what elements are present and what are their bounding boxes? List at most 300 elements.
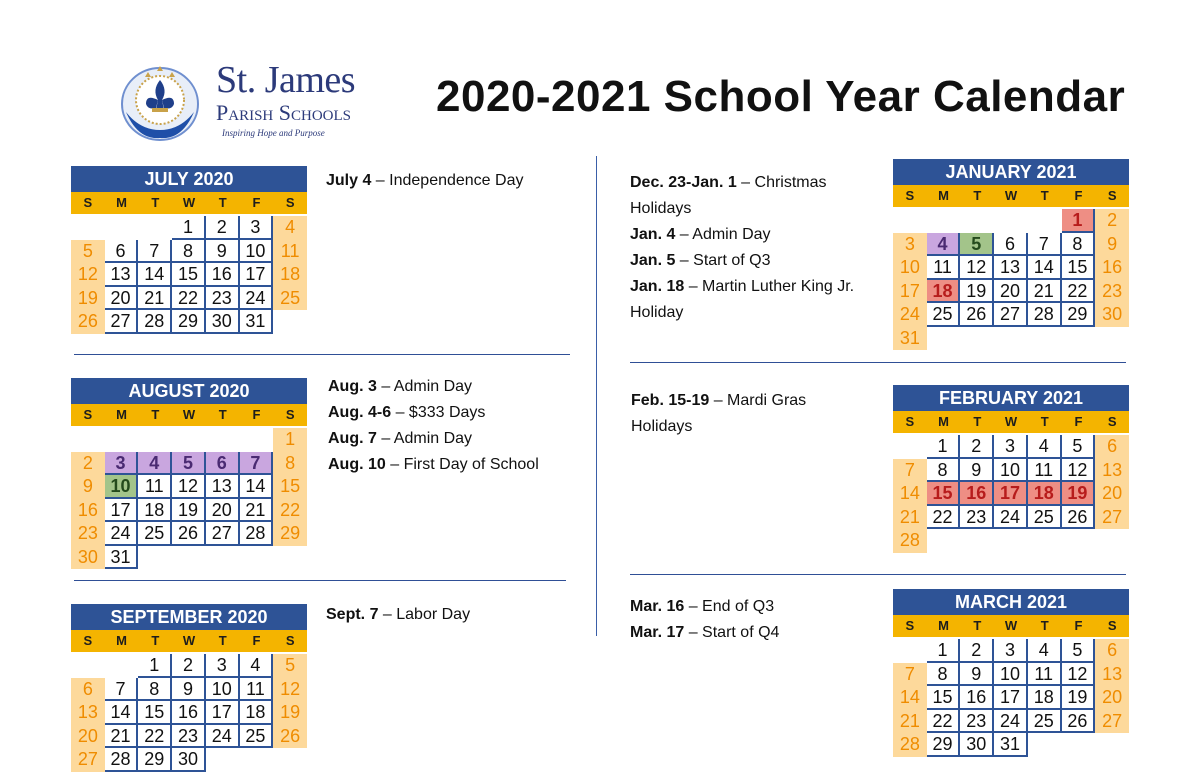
event-description: – First Day of School [385, 456, 539, 473]
calendar-day: 10 [206, 678, 240, 702]
calendar-day: 30 [71, 546, 105, 570]
calendar-month-title: SEPTEMBER 2020 [71, 604, 307, 630]
logo-tagline: Inspiring Hope and Purpose [222, 128, 325, 138]
calendar-day: 1 [273, 428, 307, 452]
calendar-day: 22 [927, 506, 961, 530]
calendar-day: 26 [1062, 506, 1096, 530]
event-description: – Admin Day [376, 378, 473, 395]
calendar-day: 9 [1095, 233, 1129, 257]
event-date: Jan. 5 [630, 252, 676, 269]
calendar-day: 14 [240, 475, 274, 499]
calendar-day: 27 [1095, 506, 1129, 530]
event-item [328, 374, 588, 400]
calendar-day: 9 [960, 663, 994, 687]
calendar-day: 1 [1062, 209, 1096, 233]
calendar-day: 30 [1095, 303, 1129, 327]
event-date: Jan. 18 [630, 278, 685, 295]
events-september [326, 602, 576, 628]
weekday-label: S [905, 414, 915, 429]
calendar-day: 27 [994, 303, 1028, 327]
calendar-day: 20 [1095, 686, 1129, 710]
calendar-day: 26 [172, 522, 206, 546]
calendar-day: 14 [138, 263, 172, 287]
events-january [630, 170, 870, 326]
calendar-weekday-header [893, 615, 1129, 637]
calendar-day: 5 [960, 233, 994, 257]
weekday-label: S [905, 188, 915, 203]
calendar-day: 29 [273, 522, 307, 546]
school-logo [118, 58, 388, 142]
weekday-label: M [116, 633, 127, 648]
event-item [326, 602, 576, 628]
calendar-day: 12 [960, 256, 994, 280]
section-divider [630, 362, 1126, 363]
calendar-day: 15 [1062, 256, 1096, 280]
calendar-day: 11 [273, 240, 307, 264]
column-divider [596, 156, 597, 636]
calendar-day: 16 [1095, 256, 1129, 280]
empty-day-cell [893, 639, 927, 663]
calendar-day: 5 [273, 654, 307, 678]
event-date: Feb. 15-19 [631, 392, 710, 409]
events-august [328, 374, 588, 478]
calendar-day: 22 [273, 499, 307, 523]
calendar-day: 6 [1095, 435, 1129, 459]
event-date: Aug. 10 [328, 456, 386, 473]
weekday-label: W [182, 633, 196, 648]
event-description: – Mardi Gras Holidays [631, 392, 807, 435]
calendar-day: 2 [71, 452, 105, 476]
calendar-day: 10 [994, 459, 1028, 483]
calendar-day-grid [71, 216, 307, 334]
calendar-day: 16 [960, 482, 994, 506]
weekday-label: S [83, 407, 93, 422]
section-divider [74, 580, 566, 581]
calendar-day: 26 [960, 303, 994, 327]
calendar-day: 14 [1028, 256, 1062, 280]
weekday-label: W [182, 195, 196, 210]
event-description: – Start of Q4 [684, 624, 780, 641]
events-march [630, 594, 870, 646]
calendar-day: 24 [240, 287, 274, 311]
calendar-day: 3 [105, 452, 139, 476]
calendar-day: 20 [206, 499, 240, 523]
weekday-label: T [151, 633, 160, 648]
event-description: – Christmas Holidays [630, 174, 827, 217]
calendar-day: 31 [994, 733, 1028, 757]
calendar-day: 24 [105, 522, 139, 546]
weekday-label: T [151, 407, 160, 422]
calendar-day: 11 [138, 475, 172, 499]
calendar-day: 26 [1062, 710, 1096, 734]
weekday-label: M [938, 414, 949, 429]
calendar-day: 13 [1095, 459, 1129, 483]
calendar-day: 25 [927, 303, 961, 327]
calendar-day: 12 [1062, 459, 1096, 483]
calendar-day: 2 [960, 435, 994, 459]
weekday-label: F [1074, 618, 1083, 633]
calendar-day: 8 [927, 663, 961, 687]
calendar-day: 24 [893, 303, 927, 327]
event-date: Mar. 16 [630, 598, 685, 615]
calendar-day: 19 [960, 280, 994, 304]
fleur-de-lis-emblem-icon [118, 60, 210, 142]
empty-day-cell [71, 428, 105, 452]
weekday-label: S [83, 195, 93, 210]
calendar-day: 4 [1028, 639, 1062, 663]
calendar-day: 24 [994, 710, 1028, 734]
calendar-day: 23 [1095, 280, 1129, 304]
calendar-day: 5 [172, 452, 206, 476]
calendar-day: 11 [927, 256, 961, 280]
calendar-day: 3 [893, 233, 927, 257]
empty-day-cell [172, 428, 206, 452]
calendar-day: 13 [71, 701, 105, 725]
calendar-day: 13 [105, 263, 139, 287]
calendar-day: 4 [927, 233, 961, 257]
weekday-label: F [252, 633, 261, 648]
event-date: Jan. 4 [630, 226, 676, 243]
calendar-day: 19 [172, 499, 206, 523]
calendar-day: 4 [273, 216, 307, 240]
calendar-day: 3 [240, 216, 274, 240]
event-item [328, 400, 588, 426]
event-date: Aug. 3 [328, 378, 377, 395]
calendar-day: 22 [172, 287, 206, 311]
calendar-month-title: JANUARY 2021 [893, 159, 1129, 185]
calendar-day: 10 [893, 256, 927, 280]
calendar-day: 23 [960, 506, 994, 530]
calendar-day: 23 [172, 725, 206, 749]
weekday-label: F [1074, 188, 1083, 203]
calendar-day: 23 [960, 710, 994, 734]
calendar-day: 1 [927, 639, 961, 663]
calendar-day: 24 [994, 506, 1028, 530]
weekday-label: T [1040, 618, 1049, 633]
weekday-label: W [1004, 414, 1018, 429]
event-item [326, 168, 576, 194]
calendar-day: 19 [71, 287, 105, 311]
calendar-day: 1 [138, 654, 172, 678]
calendar-day: 2 [1095, 209, 1129, 233]
weekday-label: T [218, 195, 227, 210]
page-title: 2020-2021 School Year Calendar [436, 72, 1126, 121]
empty-day-cell [994, 209, 1028, 233]
calendar-day-grid [893, 209, 1129, 350]
calendar-day: 2 [960, 639, 994, 663]
calendar-day: 20 [71, 725, 105, 749]
calendar-day: 9 [172, 678, 206, 702]
calendar-day: 17 [105, 499, 139, 523]
weekday-label: T [151, 195, 160, 210]
calendar-day: 18 [1028, 482, 1062, 506]
calendar-day: 26 [71, 310, 105, 334]
weekday-label: W [1004, 618, 1018, 633]
calendar-february-2021 [893, 385, 1129, 553]
event-description: – Start of Q3 [675, 252, 771, 269]
calendar-day: 27 [206, 522, 240, 546]
weekday-label: T [973, 188, 982, 203]
calendar-day: 14 [105, 701, 139, 725]
empty-day-cell [927, 209, 961, 233]
weekday-label: F [1074, 414, 1083, 429]
calendar-day-grid [71, 654, 307, 772]
calendar-day: 22 [927, 710, 961, 734]
calendar-day: 30 [172, 748, 206, 772]
calendar-day: 12 [172, 475, 206, 499]
calendar-day: 8 [172, 240, 206, 264]
event-description: – End of Q3 [684, 598, 775, 615]
calendar-day: 21 [105, 725, 139, 749]
calendar-day: 28 [138, 310, 172, 334]
section-divider [74, 354, 570, 355]
calendar-day: 7 [105, 678, 139, 702]
calendar-day: 22 [138, 725, 172, 749]
weekday-label: T [1040, 188, 1049, 203]
weekday-label: S [905, 618, 915, 633]
calendar-september-2020 [71, 604, 307, 772]
calendar-day: 29 [172, 310, 206, 334]
calendar-day: 4 [1028, 435, 1062, 459]
calendar-day: 19 [1062, 482, 1096, 506]
empty-day-cell [105, 654, 139, 678]
calendar-day: 16 [172, 701, 206, 725]
event-description: – Martin Luther King Jr. Holiday [630, 278, 855, 321]
calendar-day: 8 [1062, 233, 1096, 257]
event-description: – Independence Day [371, 172, 524, 189]
calendar-day: 17 [994, 686, 1028, 710]
empty-day-cell [240, 428, 274, 452]
calendar-day: 21 [893, 506, 927, 530]
calendar-day: 29 [138, 748, 172, 772]
calendar-day: 28 [893, 529, 927, 553]
calendar-day: 25 [1028, 506, 1062, 530]
calendar-march-2021 [893, 589, 1129, 757]
calendar-day: 14 [893, 482, 927, 506]
event-description: – Admin Day [376, 430, 473, 447]
weekday-label: F [252, 195, 261, 210]
calendar-day: 18 [138, 499, 172, 523]
event-item [630, 620, 870, 646]
calendar-day: 8 [927, 459, 961, 483]
weekday-label: T [973, 618, 982, 633]
event-item [630, 222, 870, 248]
calendar-day: 18 [273, 263, 307, 287]
calendar-day: 9 [206, 240, 240, 264]
calendar-day: 21 [1028, 280, 1062, 304]
event-date: Sept. 7 [326, 606, 379, 623]
calendar-day: 17 [240, 263, 274, 287]
calendar-day: 18 [1028, 686, 1062, 710]
calendar-day: 19 [1062, 686, 1096, 710]
calendar-day: 22 [1062, 280, 1096, 304]
event-item [328, 452, 588, 478]
calendar-day: 26 [273, 725, 307, 749]
calendar-day: 9 [960, 459, 994, 483]
calendar-day: 12 [71, 263, 105, 287]
calendar-day: 6 [1095, 639, 1129, 663]
weekday-label: M [938, 188, 949, 203]
calendar-day: 27 [105, 310, 139, 334]
event-item [631, 388, 861, 440]
empty-day-cell [893, 435, 927, 459]
calendar-weekday-header [71, 192, 307, 214]
empty-day-cell [1028, 209, 1062, 233]
calendar-day: 3 [994, 435, 1028, 459]
calendar-day: 6 [994, 233, 1028, 257]
calendar-day: 10 [105, 475, 139, 499]
weekday-label: M [116, 407, 127, 422]
calendar-day: 11 [1028, 663, 1062, 687]
calendar-day: 20 [994, 280, 1028, 304]
event-date: Mar. 17 [630, 624, 685, 641]
empty-day-cell [138, 216, 172, 240]
calendar-day: 1 [927, 435, 961, 459]
calendar-day: 7 [240, 452, 274, 476]
event-item [630, 170, 870, 222]
calendar-day: 25 [138, 522, 172, 546]
calendar-weekday-header [893, 185, 1129, 207]
calendar-day: 30 [960, 733, 994, 757]
calendar-day: 18 [927, 280, 961, 304]
calendar-day: 16 [71, 499, 105, 523]
calendar-day: 28 [240, 522, 274, 546]
weekday-label: S [1107, 618, 1117, 633]
calendar-day: 27 [1095, 710, 1129, 734]
calendar-day: 6 [71, 678, 105, 702]
calendar-day: 10 [240, 240, 274, 264]
calendar-day: 25 [273, 287, 307, 311]
event-description: – Labor Day [378, 606, 471, 623]
empty-day-cell [105, 216, 139, 240]
calendar-day: 31 [240, 310, 274, 334]
weekday-label: W [182, 407, 196, 422]
event-date: Aug. 4-6 [328, 404, 392, 421]
calendar-day: 12 [273, 678, 307, 702]
calendar-day: 24 [206, 725, 240, 749]
weekday-label: W [1004, 188, 1018, 203]
calendar-day: 25 [1028, 710, 1062, 734]
calendar-day: 15 [927, 686, 961, 710]
calendar-day-grid [893, 435, 1129, 553]
calendar-day: 13 [994, 256, 1028, 280]
calendar-day: 6 [206, 452, 240, 476]
calendar-day: 15 [273, 475, 307, 499]
calendar-day: 18 [240, 701, 274, 725]
calendar-day: 21 [240, 499, 274, 523]
calendar-day: 13 [1095, 663, 1129, 687]
calendar-august-2020 [71, 378, 307, 569]
calendar-day: 5 [1062, 639, 1096, 663]
calendar-day: 15 [172, 263, 206, 287]
calendar-day: 7 [1028, 233, 1062, 257]
empty-day-cell [960, 209, 994, 233]
calendar-day-grid [71, 428, 307, 569]
calendar-day: 19 [273, 701, 307, 725]
calendar-day: 1 [172, 216, 206, 240]
calendar-day: 3 [206, 654, 240, 678]
event-description: – Admin Day [675, 226, 771, 243]
calendar-day: 15 [138, 701, 172, 725]
calendar-day: 28 [105, 748, 139, 772]
calendar-month-title: JULY 2020 [71, 166, 307, 192]
calendar-day: 13 [206, 475, 240, 499]
calendar-weekday-header [71, 630, 307, 652]
calendar-day: 29 [1062, 303, 1096, 327]
calendar-day: 31 [893, 327, 927, 351]
calendar-month-title: MARCH 2021 [893, 589, 1129, 615]
calendar-day: 4 [240, 654, 274, 678]
calendar-day-grid [893, 639, 1129, 757]
calendar-day: 20 [105, 287, 139, 311]
event-description: – $333 Days [391, 404, 486, 421]
calendar-day: 17 [994, 482, 1028, 506]
weekday-label: T [1040, 414, 1049, 429]
calendar-day: 17 [893, 280, 927, 304]
calendar-day: 4 [138, 452, 172, 476]
empty-day-cell [206, 428, 240, 452]
calendar-day: 8 [138, 678, 172, 702]
calendar-day: 11 [1028, 459, 1062, 483]
empty-day-cell [138, 428, 172, 452]
calendar-day: 21 [138, 287, 172, 311]
calendar-weekday-header [893, 411, 1129, 433]
calendar-month-title: AUGUST 2020 [71, 378, 307, 404]
calendar-day: 8 [273, 452, 307, 476]
logo-name: St. James [216, 59, 356, 101]
events-february [631, 388, 861, 440]
weekday-label: S [285, 633, 295, 648]
calendar-day: 29 [927, 733, 961, 757]
weekday-label: T [218, 407, 227, 422]
calendar-day: 16 [960, 686, 994, 710]
calendar-day: 2 [206, 216, 240, 240]
weekday-label: T [973, 414, 982, 429]
calendar-day: 31 [105, 546, 139, 570]
calendar-day: 10 [994, 663, 1028, 687]
event-item [630, 594, 870, 620]
calendar-day: 7 [138, 240, 172, 264]
event-date: Aug. 7 [328, 430, 377, 447]
calendar-day: 12 [1062, 663, 1096, 687]
weekday-label: M [116, 195, 127, 210]
calendar-day: 17 [206, 701, 240, 725]
calendar-day: 20 [1095, 482, 1129, 506]
calendar-day: 11 [240, 678, 274, 702]
weekday-label: M [938, 618, 949, 633]
calendar-day: 16 [206, 263, 240, 287]
calendar-day: 15 [927, 482, 961, 506]
weekday-label: S [1107, 414, 1117, 429]
calendar-day: 23 [206, 287, 240, 311]
calendar-day: 6 [105, 240, 139, 264]
calendar-day: 5 [71, 240, 105, 264]
calendar-weekday-header [71, 404, 307, 426]
calendar-day: 5 [1062, 435, 1096, 459]
calendar-day: 2 [172, 654, 206, 678]
event-date: July 4 [326, 172, 372, 189]
weekday-label: F [252, 407, 261, 422]
event-date: Dec. 23-Jan. 1 [630, 174, 737, 191]
calendar-month-title: FEBRUARY 2021 [893, 385, 1129, 411]
calendar-day: 3 [994, 639, 1028, 663]
calendar-day: 28 [893, 733, 927, 757]
section-divider [630, 574, 1126, 575]
event-item [630, 248, 870, 274]
calendar-january-2021 [893, 159, 1129, 350]
calendar-day: 25 [240, 725, 274, 749]
calendar-day: 23 [71, 522, 105, 546]
